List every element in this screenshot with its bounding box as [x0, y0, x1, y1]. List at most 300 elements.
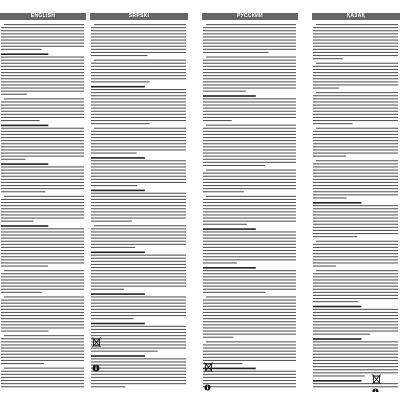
text-line — [203, 250, 296, 251]
text-line — [203, 214, 296, 215]
text-line — [91, 140, 186, 141]
text-line — [313, 140, 398, 141]
text-line — [91, 182, 186, 183]
text-line — [313, 286, 398, 287]
text-line — [1, 120, 40, 121]
text-line — [206, 125, 296, 126]
text-line — [91, 218, 186, 219]
column-srpski — [90, 13, 188, 395]
text-line — [313, 176, 398, 177]
text-line — [1, 211, 84, 212]
text-line — [91, 283, 186, 284]
text-line — [1, 331, 49, 332]
recycling-bin-icon — [204, 362, 213, 373]
text-line — [91, 270, 186, 271]
text-line — [1, 66, 84, 67]
text-line — [203, 286, 296, 287]
text-line — [313, 134, 398, 135]
text-line — [313, 295, 398, 296]
text-line — [313, 324, 398, 325]
text-line — [203, 91, 246, 92]
column-body — [202, 22, 298, 392]
text-line — [203, 143, 296, 144]
text-line — [203, 134, 296, 135]
text-line — [203, 156, 296, 157]
text-line — [313, 259, 398, 260]
text-line — [91, 273, 186, 274]
text-line — [91, 276, 186, 277]
text-line — [1, 43, 84, 44]
text-line — [91, 380, 186, 381]
text-line — [313, 120, 398, 121]
text-line — [91, 111, 186, 112]
text-line — [203, 173, 296, 174]
text-block — [0, 22, 86, 392]
text-line — [1, 354, 84, 355]
text-line — [91, 300, 186, 301]
text-line — [313, 331, 398, 332]
text-line — [203, 267, 256, 269]
text-line — [203, 334, 296, 335]
text-line — [313, 289, 398, 290]
text-line — [313, 114, 398, 115]
text-line — [4, 270, 84, 271]
text-line — [203, 357, 296, 358]
text-line — [1, 235, 84, 236]
text-line — [94, 225, 186, 226]
text-line — [1, 348, 84, 349]
text-line — [313, 205, 398, 206]
text-line — [1, 283, 84, 284]
text-line — [203, 117, 296, 118]
column-body — [312, 22, 400, 392]
text-line — [1, 108, 84, 109]
column-body — [90, 22, 188, 392]
text-line — [1, 179, 84, 180]
text-line — [1, 273, 84, 274]
text-line — [313, 40, 398, 41]
text-line — [1, 36, 84, 37]
text-line — [1, 386, 84, 387]
text-line — [203, 149, 296, 150]
text-line — [203, 72, 296, 73]
text-line — [203, 140, 296, 141]
text-line — [203, 63, 296, 64]
text-line — [1, 214, 84, 215]
text-line — [313, 338, 361, 340]
text-line — [91, 63, 186, 64]
text-line — [91, 170, 186, 171]
text-line — [203, 270, 296, 271]
text-line — [91, 231, 186, 232]
text-line — [91, 117, 186, 118]
text-line — [313, 163, 398, 164]
text-line — [313, 318, 398, 319]
text-line — [203, 78, 296, 79]
text-block — [90, 22, 188, 392]
text-line — [203, 348, 296, 349]
text-line — [313, 363, 398, 364]
text-line — [203, 221, 296, 222]
text-line — [91, 101, 186, 102]
text-line — [203, 36, 296, 37]
text-line — [91, 105, 186, 106]
text-line — [1, 276, 84, 277]
text-line — [313, 247, 398, 248]
text-line — [203, 306, 296, 307]
text-line — [1, 327, 84, 328]
text-line — [313, 380, 361, 382]
text-line — [203, 202, 296, 203]
text-line — [203, 351, 296, 352]
text-line — [1, 88, 84, 89]
text-line — [91, 368, 186, 369]
text-line — [91, 211, 186, 212]
text-line — [206, 170, 296, 171]
text-line — [203, 165, 265, 166]
text-line — [203, 128, 296, 129]
text-line — [91, 43, 186, 44]
text-line — [313, 105, 398, 106]
text-line — [203, 262, 237, 263]
text-line — [1, 199, 84, 200]
text-line — [203, 120, 232, 121]
text-line — [313, 244, 398, 245]
text-line — [203, 60, 296, 61]
text-line — [203, 43, 296, 44]
text-line — [203, 276, 296, 277]
text-line — [1, 84, 84, 85]
text-line — [313, 357, 398, 358]
text-line — [1, 94, 27, 95]
text-line — [1, 131, 84, 132]
text-line — [91, 221, 132, 222]
text-line — [91, 98, 186, 99]
text-line — [91, 332, 186, 333]
text-line — [91, 355, 145, 357]
text-line — [91, 55, 148, 56]
text-line — [313, 27, 398, 28]
text-line — [313, 81, 398, 82]
text-line — [1, 247, 84, 248]
text-line — [313, 386, 398, 387]
text-line — [1, 125, 48, 127]
text-line — [1, 341, 84, 342]
text-line — [313, 301, 358, 302]
text-line — [1, 256, 84, 257]
text-line — [1, 357, 84, 358]
text-line — [203, 188, 296, 189]
text-line — [91, 238, 186, 239]
text-line — [203, 318, 296, 319]
column-header: ENGLISH — [0, 13, 86, 20]
text-line — [1, 309, 84, 310]
text-line — [203, 46, 296, 47]
text-line — [91, 157, 145, 159]
text-line — [203, 182, 296, 183]
text-line — [1, 250, 84, 251]
text-line — [1, 377, 84, 378]
text-line — [313, 221, 398, 222]
text-line — [313, 179, 398, 180]
text-line — [91, 153, 137, 154]
text-line — [1, 75, 84, 76]
text-line — [313, 43, 398, 44]
text-line — [91, 361, 186, 362]
text-line — [203, 108, 296, 109]
text-line — [1, 231, 84, 232]
text-line — [206, 196, 296, 197]
text-line — [313, 30, 398, 31]
text-line — [1, 238, 84, 239]
text-line — [206, 24, 296, 25]
text-line — [313, 108, 398, 109]
text-line — [1, 146, 84, 147]
text-line — [313, 344, 398, 345]
text-line — [1, 289, 84, 290]
text-line — [203, 303, 296, 304]
text-line — [313, 214, 398, 215]
text-line — [91, 163, 186, 164]
text-line — [1, 338, 84, 339]
text-line — [91, 371, 186, 372]
text-line — [1, 156, 84, 157]
text-line — [91, 137, 186, 138]
text-line — [1, 128, 84, 129]
text-line — [316, 241, 398, 242]
info-circle-icon — [204, 384, 211, 391]
text-line — [1, 159, 26, 160]
text-line — [1, 117, 84, 118]
text-line — [313, 354, 398, 355]
text-line — [91, 40, 186, 41]
text-line — [203, 111, 296, 112]
text-line — [1, 279, 84, 280]
text-line — [91, 33, 186, 34]
text-line — [91, 315, 186, 316]
text-line — [313, 224, 398, 225]
text-line — [1, 72, 84, 73]
text-line — [313, 101, 398, 102]
text-line — [91, 247, 135, 248]
text-line — [203, 49, 296, 50]
column-body — [0, 22, 86, 392]
text-line — [1, 292, 42, 293]
text-line — [91, 146, 186, 147]
text-line — [203, 292, 265, 293]
text-line — [91, 114, 186, 115]
text-line — [203, 241, 296, 242]
text-line — [1, 166, 84, 167]
text-line — [313, 292, 398, 293]
text-line — [203, 283, 296, 284]
column-header: SRPSKI — [90, 13, 188, 20]
recycling-bin-icon — [92, 337, 101, 348]
text-line — [203, 114, 296, 115]
text-line — [203, 75, 296, 76]
text-line — [91, 95, 186, 96]
text-line — [91, 286, 186, 287]
text-line — [313, 78, 398, 79]
text-line — [203, 253, 296, 254]
text-line — [4, 296, 84, 297]
text-line — [91, 258, 186, 259]
text-line — [203, 371, 296, 372]
text-line — [313, 143, 398, 144]
text-line — [203, 88, 296, 89]
text-line — [91, 306, 186, 307]
text-line — [313, 369, 398, 370]
text-line — [203, 176, 296, 177]
text-line — [313, 306, 361, 308]
text-line — [91, 27, 186, 28]
text-line — [313, 262, 398, 263]
text-line — [91, 66, 186, 67]
text-line — [313, 55, 398, 56]
text-line — [1, 202, 84, 203]
text-line — [203, 383, 296, 384]
text-line — [203, 191, 244, 192]
text-line — [203, 238, 296, 239]
text-line — [203, 315, 296, 316]
text-line — [313, 182, 398, 183]
text-line — [1, 81, 84, 82]
text-line — [313, 253, 398, 254]
text-line — [1, 205, 84, 206]
text-line — [203, 273, 296, 274]
text-line — [1, 185, 84, 186]
text-line — [313, 156, 346, 157]
text-line — [313, 33, 398, 34]
text-line — [313, 256, 398, 257]
column-kazakh — [312, 13, 400, 395]
text-line — [1, 137, 84, 138]
text-line — [91, 228, 186, 229]
text-line — [313, 341, 398, 342]
text-line — [91, 326, 186, 327]
text-line — [203, 95, 256, 97]
text-line — [203, 199, 296, 200]
column-header: РУССКИЙ — [202, 13, 298, 20]
text-line — [94, 128, 186, 129]
text-line — [1, 306, 84, 307]
text-line — [91, 252, 145, 254]
text-line — [1, 253, 84, 254]
text-line — [1, 244, 84, 245]
text-line — [1, 208, 84, 209]
text-line — [1, 153, 84, 154]
text-line — [206, 57, 296, 58]
text-line — [203, 224, 247, 225]
text-line — [203, 231, 296, 232]
text-line — [313, 348, 398, 349]
text-line — [1, 225, 48, 227]
text-line — [313, 72, 398, 73]
text-line — [91, 323, 145, 325]
text-line — [91, 173, 186, 174]
text-line — [91, 255, 186, 256]
text-line — [91, 179, 186, 180]
text-line — [1, 114, 84, 115]
text-line — [4, 196, 84, 197]
text-line — [1, 78, 84, 79]
text-line — [1, 111, 84, 112]
text-line — [203, 256, 296, 257]
text-line — [4, 368, 84, 369]
text-line — [313, 149, 398, 150]
text-line — [313, 123, 353, 124]
text-line — [313, 321, 398, 322]
text-line — [1, 182, 84, 183]
text-line — [91, 36, 186, 37]
text-line — [313, 84, 398, 85]
text-line — [313, 230, 398, 231]
text-line — [203, 259, 296, 260]
text-line — [1, 149, 84, 150]
text-line — [203, 309, 296, 310]
text-line — [91, 261, 186, 262]
text-line — [91, 386, 125, 387]
text-line — [91, 383, 186, 384]
text-line — [91, 190, 145, 192]
text-block — [312, 22, 400, 392]
text-line — [1, 374, 84, 375]
text-line — [91, 289, 124, 290]
text-line — [1, 40, 84, 41]
text-line — [316, 270, 398, 271]
text-line — [203, 137, 296, 138]
text-line — [313, 276, 398, 277]
text-line — [1, 344, 84, 345]
text-line — [94, 24, 186, 25]
column-header: ҚАЗАҚ — [312, 13, 400, 20]
text-line — [313, 298, 398, 299]
text-line — [91, 208, 186, 209]
text-line — [1, 321, 84, 322]
text-line — [91, 81, 150, 82]
text-line — [313, 46, 398, 47]
text-line — [1, 363, 44, 364]
text-line — [91, 92, 186, 93]
text-line — [203, 105, 296, 106]
text-line — [313, 146, 398, 147]
text-line — [91, 120, 186, 121]
text-line — [1, 286, 84, 287]
text-line — [313, 279, 398, 280]
text-line — [91, 143, 186, 144]
text-line — [91, 52, 186, 53]
text-line — [91, 303, 186, 304]
text-line — [1, 63, 84, 64]
text-line — [313, 49, 398, 50]
text-line — [203, 159, 296, 160]
text-line — [91, 166, 186, 167]
text-line — [91, 69, 186, 70]
text-line — [313, 75, 398, 76]
text-line — [1, 315, 84, 316]
text-line — [1, 218, 84, 219]
text-line — [203, 205, 296, 206]
text-line — [1, 262, 84, 263]
text-line — [313, 315, 398, 316]
text-line — [203, 179, 296, 180]
text-line — [313, 351, 398, 352]
text-line — [203, 380, 296, 381]
text-line — [313, 131, 398, 132]
text-line — [91, 358, 186, 359]
text-line — [91, 46, 186, 47]
text-line — [203, 185, 296, 186]
